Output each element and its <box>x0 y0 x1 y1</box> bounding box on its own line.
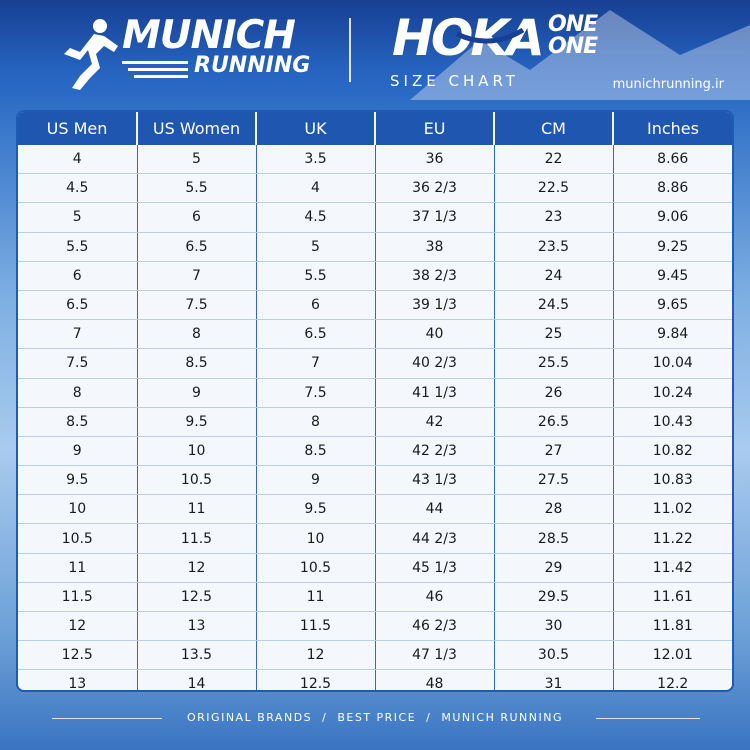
page-subtitle: SIZE CHART <box>390 72 519 90</box>
table-cell: 6 <box>256 290 375 319</box>
table-cell: 4.5 <box>18 174 137 203</box>
table-row <box>18 553 732 582</box>
column-header: CM <box>494 112 613 145</box>
table-cell: 27 <box>494 436 613 465</box>
table-cell: 10.5 <box>18 524 137 553</box>
table-cell: 9.5 <box>137 407 256 436</box>
table-cell: 41 1/3 <box>375 378 494 407</box>
table-header-row <box>18 112 732 145</box>
table-cell: 30.5 <box>494 641 613 670</box>
table-row <box>18 203 732 232</box>
table-cell: 6.5 <box>256 320 375 349</box>
table-cell: 8 <box>18 378 137 407</box>
table-cell: 9.65 <box>613 290 732 319</box>
column-header: UK <box>256 112 375 145</box>
table-row <box>18 407 732 436</box>
table-cell: 7 <box>137 261 256 290</box>
table-cell: 5.5 <box>256 261 375 290</box>
table-cell: 7 <box>18 320 137 349</box>
table-cell: 28.5 <box>494 524 613 553</box>
table-cell: 11 <box>137 495 256 524</box>
table-cell: 7.5 <box>256 378 375 407</box>
table-cell: 36 2/3 <box>375 174 494 203</box>
table-cell: 13 <box>137 612 256 641</box>
brand-name: MUNICH <box>122 13 295 58</box>
table-cell: 11.22 <box>613 524 732 553</box>
table-row <box>18 261 732 290</box>
table-cell: 7 <box>256 349 375 378</box>
hoka-logo-text: HOKA <box>392 9 542 67</box>
size-chart-table <box>18 112 732 692</box>
column-header: US Women <box>137 112 256 145</box>
table-row <box>18 582 732 611</box>
table-cell: 44 <box>375 495 494 524</box>
website-link[interactable]: munichrunning.ir <box>612 77 724 92</box>
table-cell: 9.84 <box>613 320 732 349</box>
table-cell: 7.5 <box>137 290 256 319</box>
table-cell: 36 <box>375 145 494 174</box>
table-cell: 10.24 <box>613 378 732 407</box>
table-cell: 10.04 <box>613 349 732 378</box>
table-cell: 26 <box>494 378 613 407</box>
table-cell: 25 <box>494 320 613 349</box>
table-cell: 23.5 <box>494 232 613 261</box>
table-cell: 8 <box>137 320 256 349</box>
hoka-wave-icon <box>455 24 525 46</box>
table-row <box>18 612 732 641</box>
table-cell: 12.01 <box>613 641 732 670</box>
header-divider <box>349 18 351 82</box>
table-cell: 8.86 <box>613 174 732 203</box>
table-cell: 22 <box>494 145 613 174</box>
table-cell: 46 <box>375 582 494 611</box>
table-cell: 10.5 <box>256 553 375 582</box>
table-cell: 13.5 <box>137 641 256 670</box>
table-cell: 30 <box>494 612 613 641</box>
table-row <box>18 349 732 378</box>
table-cell: 5 <box>137 145 256 174</box>
table-cell: 9 <box>256 466 375 495</box>
table-cell: 12.5 <box>256 670 375 692</box>
table-cell: 31 <box>494 670 613 692</box>
table-body <box>18 145 732 692</box>
table-cell: 6 <box>137 203 256 232</box>
table-row <box>18 495 732 524</box>
table-cell: 11.5 <box>18 582 137 611</box>
table-cell: 23 <box>494 203 613 232</box>
table-cell: 9 <box>18 436 137 465</box>
table-cell: 5.5 <box>18 232 137 261</box>
brand-subname: RUNNING <box>194 53 311 78</box>
table-cell: 11.81 <box>613 612 732 641</box>
footer-tagline: ORIGINAL BRANDS / BEST PRICE / MUNICH RUNNING <box>187 711 563 724</box>
table-cell: 10 <box>137 436 256 465</box>
table-cell: 42 <box>375 407 494 436</box>
column-header: US Men <box>18 112 137 145</box>
table-cell: 38 <box>375 232 494 261</box>
table-cell: 10.83 <box>613 466 732 495</box>
table-cell: 44 2/3 <box>375 524 494 553</box>
table-cell: 9.5 <box>18 466 137 495</box>
table-cell: 6.5 <box>137 232 256 261</box>
table-cell: 47 1/3 <box>375 641 494 670</box>
table-cell: 9 <box>137 378 256 407</box>
table-cell: 27.5 <box>494 466 613 495</box>
table-cell: 29.5 <box>494 582 613 611</box>
table-row <box>18 466 732 495</box>
table-cell: 42 2/3 <box>375 436 494 465</box>
table-row <box>18 145 732 174</box>
table-cell: 3.5 <box>256 145 375 174</box>
table-cell: 38 2/3 <box>375 261 494 290</box>
table-cell: 12.5 <box>18 641 137 670</box>
table-cell: 5 <box>256 232 375 261</box>
table-cell: 5 <box>18 203 137 232</box>
table-cell: 11 <box>256 582 375 611</box>
table-cell: 10 <box>256 524 375 553</box>
table-cell: 14 <box>137 670 256 692</box>
table-cell: 39 1/3 <box>375 290 494 319</box>
table-row <box>18 320 732 349</box>
table-cell: 11.02 <box>613 495 732 524</box>
table-row <box>18 290 732 319</box>
table-cell: 6.5 <box>18 290 137 319</box>
column-header: EU <box>375 112 494 145</box>
table-cell: 24.5 <box>494 290 613 319</box>
table-cell: 7.5 <box>18 349 137 378</box>
column-header: Inches <box>613 112 732 145</box>
table-cell: 37 1/3 <box>375 203 494 232</box>
table-cell: 9.5 <box>256 495 375 524</box>
table-cell: 8.5 <box>18 407 137 436</box>
table-row <box>18 174 732 203</box>
table-cell: 9.45 <box>613 261 732 290</box>
table-row <box>18 524 732 553</box>
table-cell: 11.5 <box>256 612 375 641</box>
header-banner <box>0 0 750 100</box>
one-one-text: ONE ONE <box>548 12 598 59</box>
size-chart-table-card <box>16 110 734 692</box>
table-cell: 26.5 <box>494 407 613 436</box>
table-cell: 22.5 <box>494 174 613 203</box>
table-cell: 43 1/3 <box>375 466 494 495</box>
table-cell: 12.5 <box>137 582 256 611</box>
table-cell: 4 <box>256 174 375 203</box>
table-cell: 13 <box>18 670 137 692</box>
table-cell: 5.5 <box>137 174 256 203</box>
table-cell: 8.5 <box>256 436 375 465</box>
table-cell: 46 2/3 <box>375 612 494 641</box>
table-cell: 12.2 <box>657 676 689 692</box>
table-cell: 6 <box>18 261 137 290</box>
table-row <box>18 436 732 465</box>
table-cell: 24 <box>494 261 613 290</box>
table-cell: 9.25 <box>613 232 732 261</box>
table-cell: 45 1/3 <box>375 553 494 582</box>
table-cell: 12 <box>256 641 375 670</box>
runner-icon <box>50 18 122 92</box>
table-cell: 11 <box>18 553 137 582</box>
table-cell: 10.5 <box>137 466 256 495</box>
table-cell: 4.5 <box>256 203 375 232</box>
table-cell: 12 <box>137 553 256 582</box>
table-cell: 11.61 <box>613 582 732 611</box>
one-one-logo-text <box>548 14 610 58</box>
table-cell: 40 <box>375 320 494 349</box>
table-cell: 11.5 <box>137 524 256 553</box>
table-row <box>18 232 732 261</box>
table-cell: 10.82 <box>613 436 732 465</box>
table-cell: 25.5 <box>494 349 613 378</box>
table-cell: 28 <box>494 495 613 524</box>
table-cell: 29 <box>494 553 613 582</box>
table-cell: 8.5 <box>137 349 256 378</box>
table-row <box>18 378 732 407</box>
table-cell: 9.06 <box>613 203 732 232</box>
speed-lines-icon <box>118 58 192 80</box>
table-cell: 4 <box>18 145 137 174</box>
table-cell: 8 <box>256 407 375 436</box>
table-cell: 11.42 <box>613 553 732 582</box>
table-row <box>18 670 732 692</box>
table-cell: 8.66 <box>613 145 732 174</box>
table-cell: 12 <box>18 612 137 641</box>
table-cell: 10.43 <box>613 407 732 436</box>
table-cell: 40 2/3 <box>375 349 494 378</box>
table-cell: 10 <box>18 495 137 524</box>
table-row <box>18 641 732 670</box>
table-cell: 48 <box>375 670 494 692</box>
